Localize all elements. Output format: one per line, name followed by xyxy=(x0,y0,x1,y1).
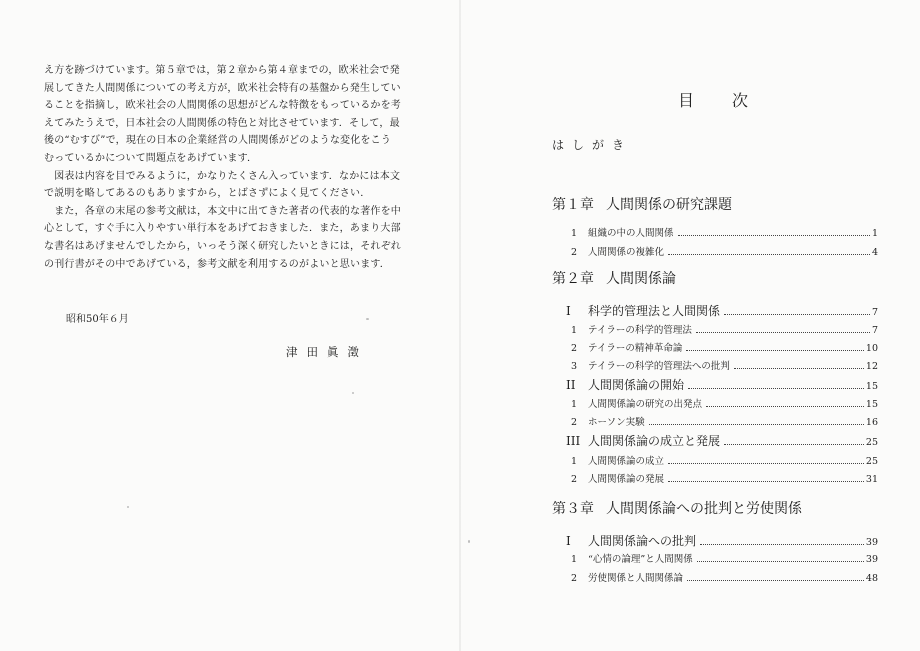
toc-entry xyxy=(571,414,878,428)
toc-entry xyxy=(571,396,878,410)
preface-line: え方を跡づけています。第５章では，第２章から第４章までの，欧米社会で発 xyxy=(44,65,400,76)
entry-title: 人間関係論の成立と発展 xyxy=(588,434,721,448)
leader-dots xyxy=(697,561,864,562)
entry-title: 労使関係と人間関係論 xyxy=(588,573,684,584)
entry-title: “心情の論理”と人間関係 xyxy=(588,554,693,565)
scan-speck xyxy=(468,540,470,543)
toc-entry xyxy=(571,471,878,485)
toc-entry xyxy=(571,453,878,467)
leader-dots xyxy=(688,388,864,389)
entry-number: 3 xyxy=(571,361,578,372)
preface-line: また，各章の末尾の参考文献は，本文中に出てきた著者の代表的な著作を中 xyxy=(44,205,401,217)
entry-page: 12 xyxy=(865,361,878,372)
preface-line: な書名はあげませんでしたから，いっそう深く研究したいときには，それぞれ xyxy=(44,240,401,252)
chapter-title: 人間関係論 xyxy=(606,271,676,287)
leader-dots xyxy=(668,481,864,482)
entry-page: 10 xyxy=(865,343,878,354)
preface-line: の刊行書がその中であげている，参考文献を利用するのがよいと思います． xyxy=(44,258,390,270)
entry-title: 組織の中の人間関係 xyxy=(588,228,674,239)
entry-title: 人間関係論の発展 xyxy=(588,474,665,485)
entry-page: 39 xyxy=(865,537,878,548)
chapter-number: 第２章 xyxy=(552,271,594,287)
entry-title: 人間関係論への批判 xyxy=(588,534,697,548)
entry-title: テイラーの科学的管理法への批判 xyxy=(588,361,730,372)
preface-line: 展してきた人間関係についての考え方が，欧米社会特有の基盤から発生してい xyxy=(44,82,401,94)
entry-number: II xyxy=(566,378,576,392)
leader-dots xyxy=(734,368,864,369)
entry-page: 7 xyxy=(871,307,878,318)
entry-title: 科学的管理法と人間関係 xyxy=(588,304,721,318)
scan-speck xyxy=(366,318,369,320)
preface-line: ることを指摘し，欧米社会の人間関係の思想がどんな特徴をもっているかを考 xyxy=(44,100,401,112)
entry-number: 2 xyxy=(571,247,578,258)
chapter-number: 第３章 xyxy=(552,501,594,517)
entry-number: 2 xyxy=(571,573,578,584)
entry-page: 25 xyxy=(865,456,878,467)
toc-entry xyxy=(571,340,878,354)
entry-title: 人間関係論の研究の出発点 xyxy=(588,399,703,410)
entry-number: 2 xyxy=(571,474,578,485)
entry-page: 39 xyxy=(865,554,878,565)
leader-dots xyxy=(686,350,864,351)
leader-dots xyxy=(649,424,864,425)
toc-section-entry xyxy=(566,432,878,449)
toc-section-entry xyxy=(566,302,878,319)
entry-page: 16 xyxy=(865,417,878,428)
entry-title: 人間関係の複雑化 xyxy=(588,247,665,258)
chapter-heading xyxy=(552,268,676,288)
entry-page: 1 xyxy=(871,228,878,239)
preface-line: えてみたうえで，日本社会の人間関係の特色と対比させています．そして，最 xyxy=(44,117,400,129)
toc-entry xyxy=(571,244,878,258)
preface-line: 後の“むすび”で，現在の日本の企業経営の人間関係がどのような変化をこう xyxy=(44,135,392,147)
preface-date: 昭和50年６月 xyxy=(66,314,129,325)
toc-entry xyxy=(571,225,878,239)
toc-entry xyxy=(571,570,878,584)
toc-entry xyxy=(571,551,878,565)
entry-title: 人間関係論の開始 xyxy=(588,378,685,392)
leader-dots xyxy=(724,314,870,315)
chapter-title: 人間関係論への批判と労使関係 xyxy=(606,501,802,517)
entry-page: 15 xyxy=(865,381,878,392)
entry-title: ホーソン実験 xyxy=(588,417,645,428)
toc-section-entry xyxy=(566,532,878,549)
entry-page: 4 xyxy=(871,247,878,258)
preface-line: で説明を略してあるのもありますから，とばさずによく見てください． xyxy=(44,188,371,200)
toc-preface-entry: はしがき xyxy=(552,138,633,152)
toc-title: 目次 xyxy=(678,91,787,110)
toc-entry xyxy=(571,322,878,336)
scan-speck xyxy=(127,506,129,508)
leader-dots xyxy=(700,544,864,545)
preface-line: 心として，すぐ手に入りやすい単行本をあげておきました．また，あまり大部 xyxy=(44,223,401,235)
chapter-number: 第１章 xyxy=(552,197,594,213)
entry-page: 25 xyxy=(865,437,878,448)
entry-number: 1 xyxy=(571,456,578,467)
preface-author: 津田眞澂 xyxy=(286,345,368,359)
leader-dots xyxy=(687,580,864,581)
preface-line: 図表は内容を目でみるように，かなりたくさん入っています．なかには本文 xyxy=(44,170,401,182)
leader-dots xyxy=(724,444,864,445)
entry-title: テイラーの精神革命論 xyxy=(588,343,683,354)
entry-title: 人間関係論の成立 xyxy=(588,456,665,467)
leader-dots xyxy=(668,463,864,464)
leader-dots xyxy=(696,332,870,333)
scan-speck xyxy=(352,392,354,394)
entry-page: 48 xyxy=(865,573,878,584)
entry-page: 15 xyxy=(865,399,878,410)
entry-number: 1 xyxy=(571,554,578,565)
entry-title: テイラーの科学的管理法 xyxy=(588,325,692,336)
entry-number: 1 xyxy=(571,228,578,239)
leader-dots xyxy=(706,406,864,407)
entry-page: 7 xyxy=(871,325,878,336)
chapter-title: 人間関係の研究課題 xyxy=(606,197,732,213)
entry-number: I xyxy=(566,304,571,318)
preface-text xyxy=(44,62,436,273)
toc-section-entry xyxy=(566,376,878,393)
entry-page: 31 xyxy=(865,474,878,485)
entry-number: I xyxy=(566,534,571,548)
chapter-heading xyxy=(552,498,802,518)
toc-entry xyxy=(571,358,878,372)
entry-number: III xyxy=(566,434,581,448)
entry-number: 2 xyxy=(571,343,578,354)
leader-dots xyxy=(678,235,870,236)
entry-number: 1 xyxy=(571,399,578,410)
entry-number: 1 xyxy=(571,325,578,336)
preface-line: むっているかについて問題点をあげています． xyxy=(44,152,258,164)
leader-dots xyxy=(668,254,870,255)
entry-number: 2 xyxy=(571,417,578,428)
chapter-heading xyxy=(552,194,732,214)
